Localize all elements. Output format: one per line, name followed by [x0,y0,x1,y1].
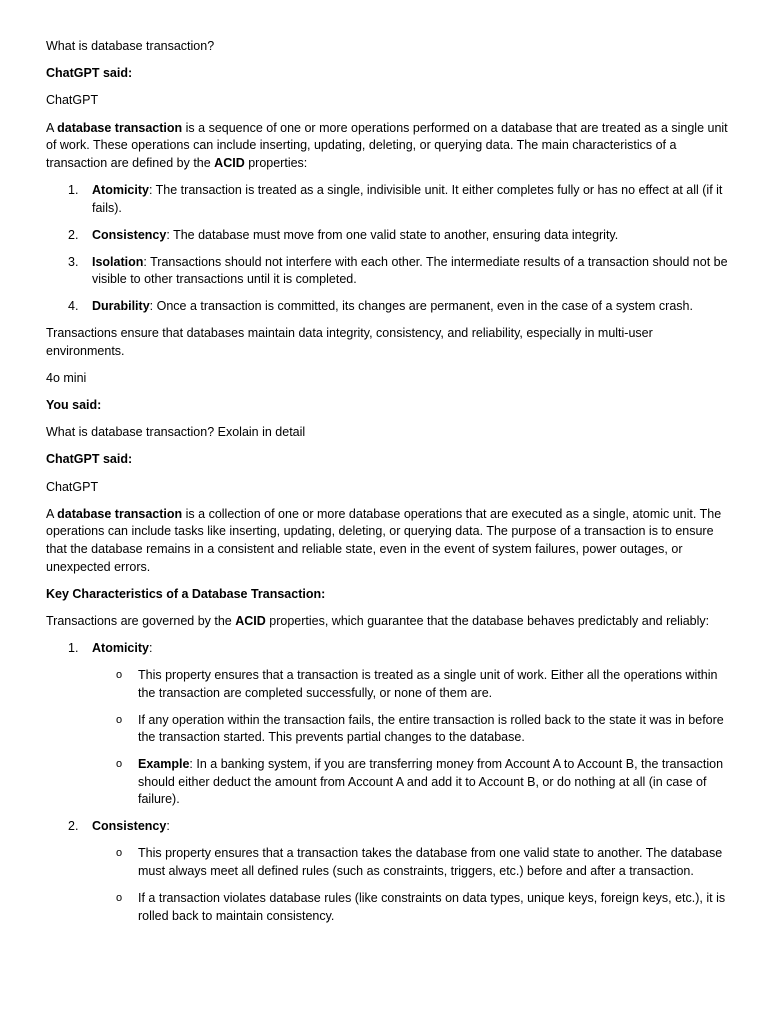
question-1: What is database transaction? [46,39,215,53]
bullet-item: o If any operation within the transaction fails, the entire transaction is rolled back to the state it was in before the transaction started. This prevents partial changes to the database. [116,712,724,745]
key-characteristics-heading: Key Characteristics of a Database Transaction: [46,586,326,601]
bullet-icon: o [116,758,123,771]
question-2: What is database transaction? Exolain in detail [46,425,306,440]
bullet-icon: o [116,847,123,860]
acid-list-1 [46,182,728,316]
chatgpt-label-1: ChatGPT [46,93,99,108]
consistency-bullets [92,845,728,925]
bullet-item: o This property ensures that a transaction takes the database from one valid state to another. The database must always meet all defined rules (such as constraints, triggers, etc.) before and after a transaction. [116,846,723,879]
bullet-item-example: o Example: In a banking system, if you are transferring money from Account A to Account B, the transaction should either deduct the amount from Account A and add it to Account B, or do nothing at all (in case of failure). [116,757,724,807]
chatgpt-label-2: ChatGPT [46,479,99,494]
bullet-icon: o [116,892,123,904]
model-label: 4o mini [46,370,87,385]
intro-paragraph-2: A database transaction is a collection of one or more database operations that are executed as a single, atomic unit. The operations can include tasks like inserting, updating, deleting, or querying data. The purpose of a transaction is to ensure that the database remains in a consistent and reliable state, even in the event of system failures, power outages, or unexpected errors. [46,506,722,574]
list-item: 3. Isolation: Transactions should not interfere with each other. The intermediate results of a transaction should not be visible to other transactions until it is completed. [68,254,728,287]
list-item: 4. Durability: Once a transaction is committed, its changes are permanent, even in the case of a system crash. [68,299,693,314]
list-item-atomicity: 1. Atomicity: o This property ensures that a transaction is treated as a single unit of work. Either all the operations within the transaction are completed successfully, or none of them are. o If any operation within the transaction fails, the entire transaction is rolled back to the state it was in before the transaction started. This prevents partial changes to the database. o Example: In a banking system, if you are transferring money from Account A to Account B, the transaction should either deduct the amount from Account A and add it to Account B, or do nothing at all (in case of failure). [46,640,728,809]
bullet-icon: o [116,713,123,726]
governed-paragraph: Transactions are governed by the ACID properties, which guarantee that the database behaves predictably and reliably: [46,613,710,628]
summary-paragraph-1: Transactions ensure that databases maintain data integrity, consistency, and reliability, especially in multi-user environments. [46,326,653,358]
list-item: 1. Atomicity: The transaction is treated as a single, indivisible unit. It either completes fully or has no effect at all (if it fails). [68,182,723,215]
atomicity-bullets [92,667,728,809]
bullet-item: o This property ensures that a transaction is treated as a single unit of work. Either all the operations within the transaction are completed successfully, or none of them are. [116,668,718,700]
acid-detail-list [46,640,728,925]
chatgpt-said-label-2: ChatGPT said: [46,452,133,467]
list-item-consistency: 2. Consistency: o This property ensures that a transaction takes the database from one valid state to another. The database must always meet all defined rules (such as constraints, triggers, etc.) before and after a transaction. o If a transaction violates database rules (like constraints on data types, unique keys, foreign keys, etc.), it is rolled back to maintain consistency. [46,818,728,925]
you-said-label: You said: [46,398,102,413]
chatgpt-said-label-1: ChatGPT said: [46,66,133,81]
bullet-item: o If a transaction violates database rules (like constraints on data types, unique keys, foreign keys, etc.), it is rolled back to maintain consistency. [116,891,726,923]
bullet-icon: o [116,669,123,682]
list-item: 2. Consistency: The database must move from one valid state to another, ensuring data integrity. [68,227,619,242]
intro-paragraph-1: A database transaction is a sequence of one or more operations performed on a database that are treated as a single unit of work. These operations can include inserting, updating, deleting, or querying data. The main characteristics of a transaction are defined by the ACID properties: [46,120,728,170]
